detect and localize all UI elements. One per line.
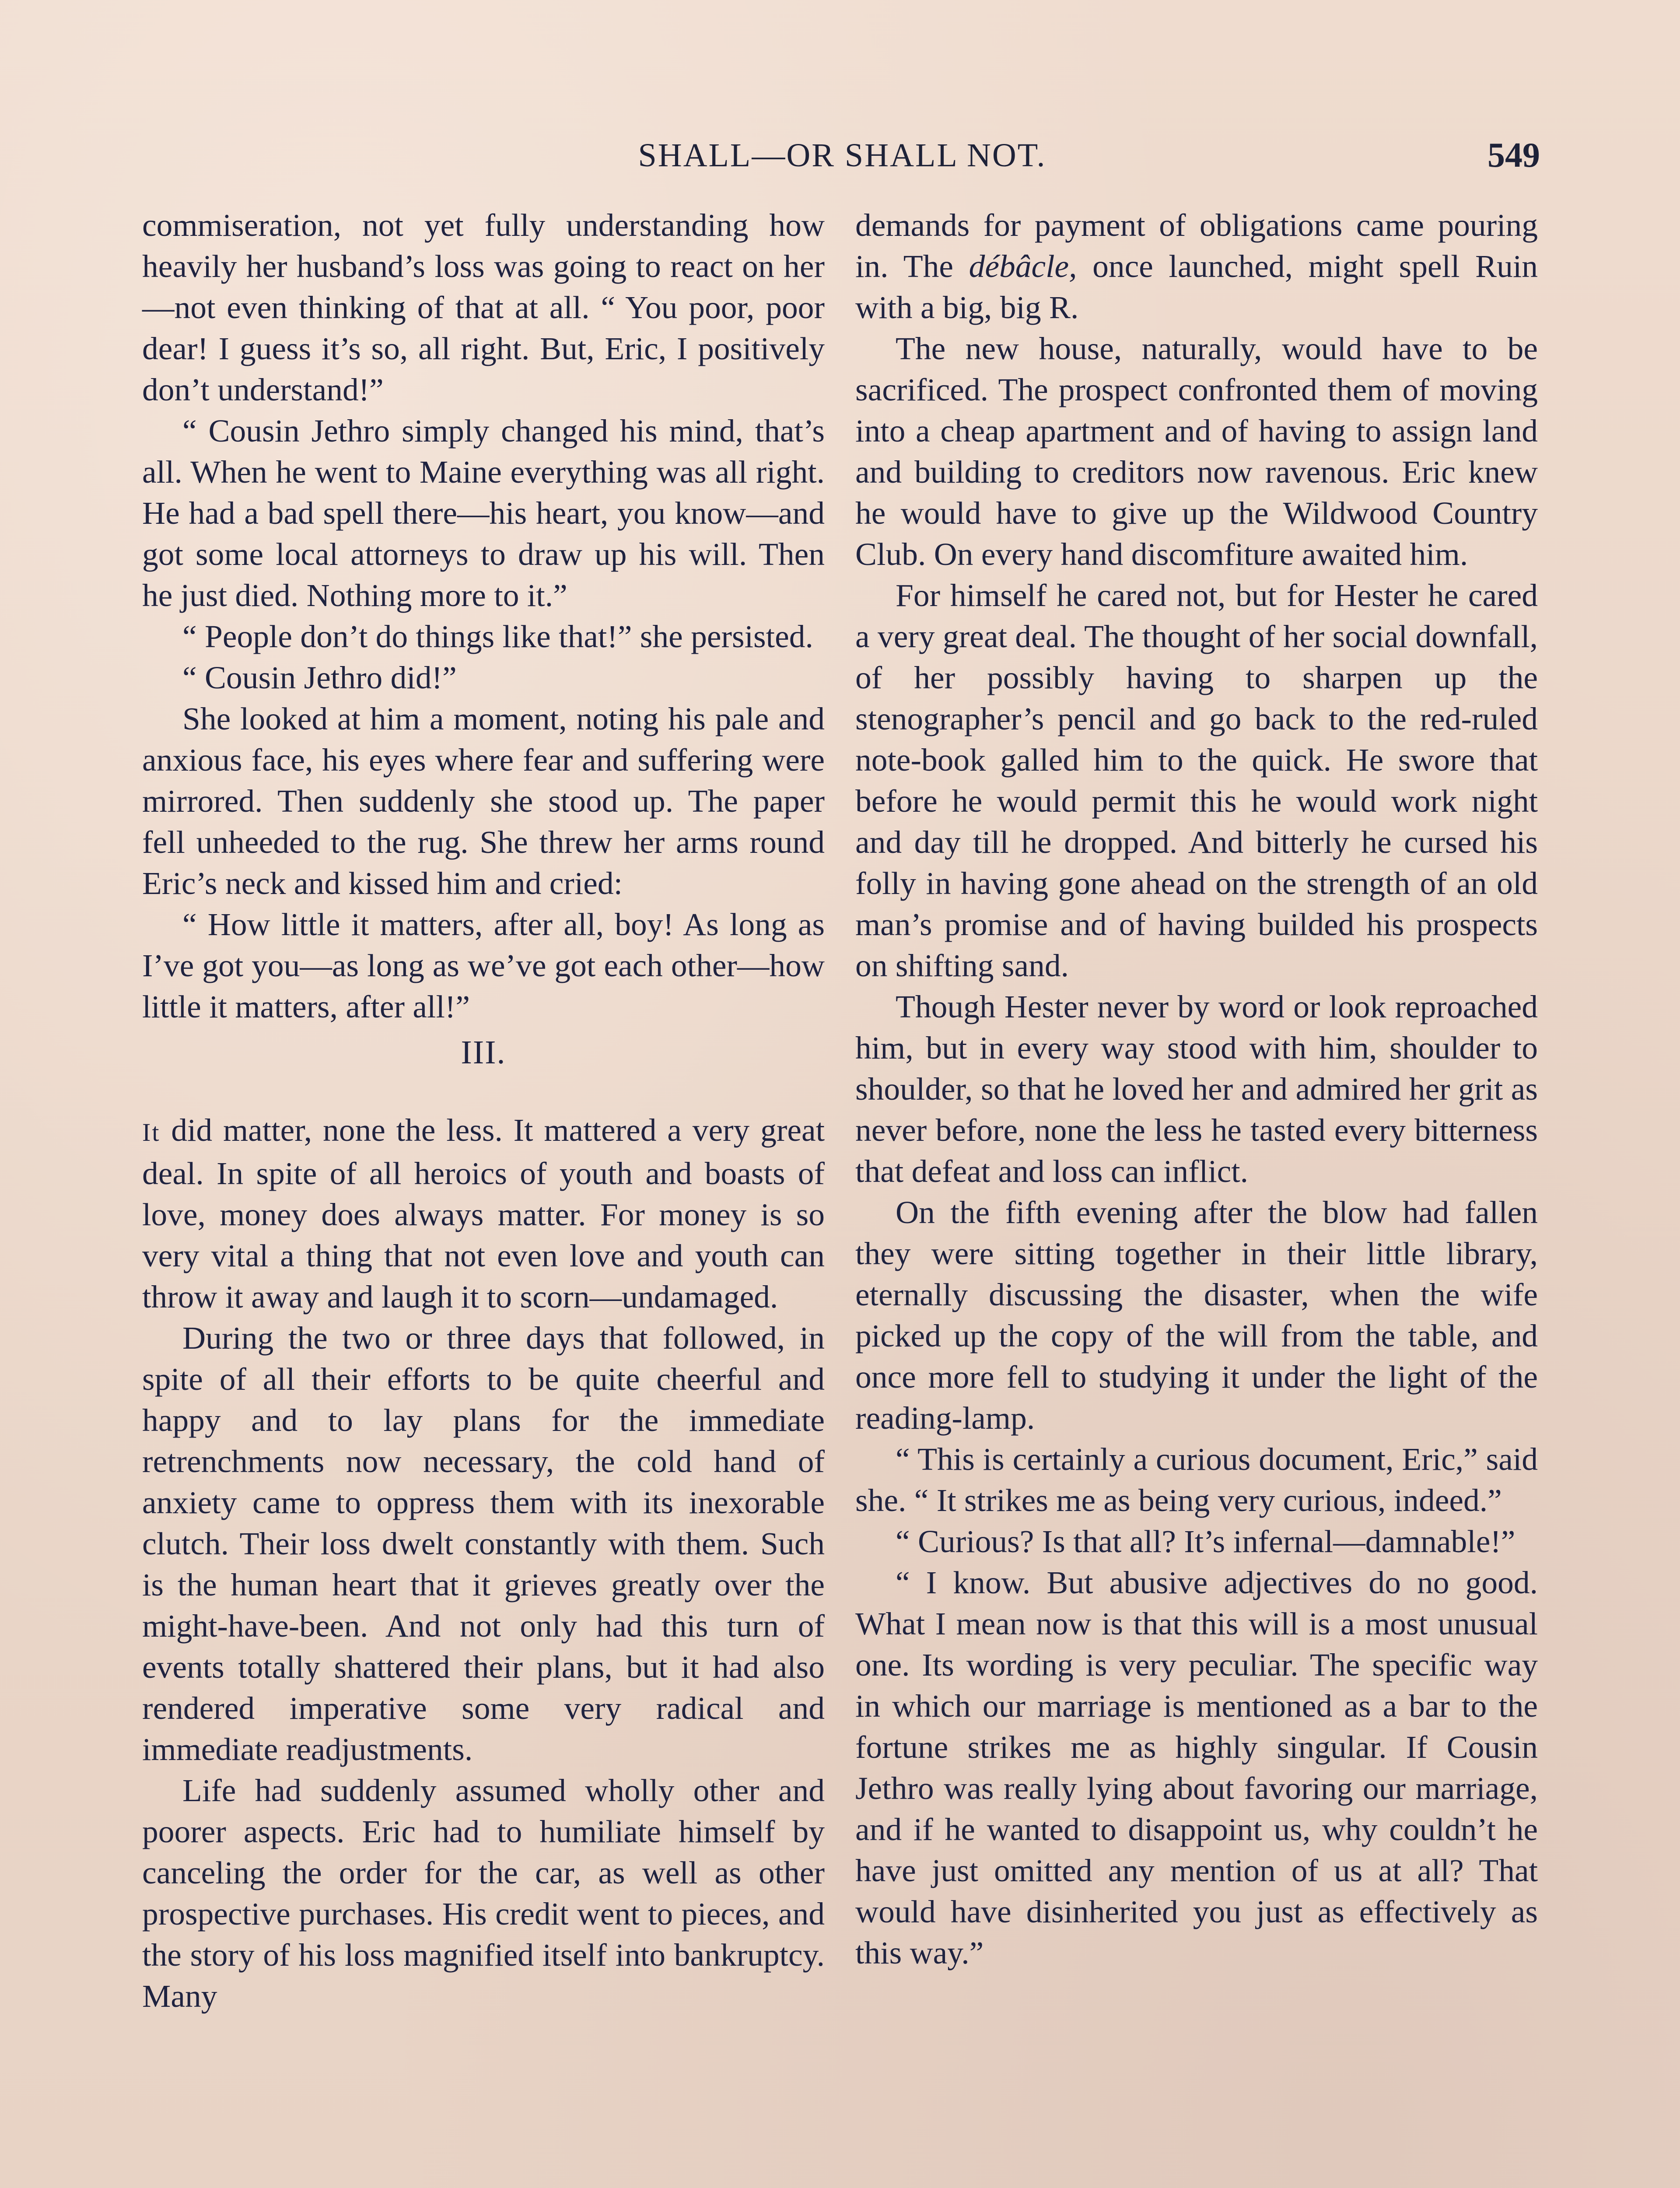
paragraph: “ How little it matters, after all, boy! As long as I’ve got you—as long as we’ve got each other—how little it matters, after all!”	[142, 907, 825, 1024]
paragraph: “ Cousin Jethro simply changed his mind, that’s all. When he went to Maine everything was all right. He had a bad spell there—his heart, you know—and got some local attorneys to draw up his will. Then he just died. Nothing more to it.”	[142, 413, 825, 613]
paragraph: “ Curious? Is that all? It’s infernal—damnable!”	[896, 1524, 1516, 1559]
paragraph: On the fifth evening after the blow had fallen they were sitting together in their little library, eternally discussing the disaster, when the wife picked up the copy of the will from the table, and once more fell to studying it under the light of the reading-lamp.	[855, 1195, 1538, 1436]
section-heading: III.	[461, 1034, 506, 1071]
left-column	[142, 205, 825, 2017]
paragraph: commiseration, not yet fully understanding how heavily her husband’s loss was going to react on her—not even thinking of that at all. “ You poor, poor dear! I guess it’s so, all right. But, Eric, I positively don’t understand!”	[142, 207, 825, 407]
paragraph: During the two or three days that followed, in spite of all their efforts to be quite cheerful and happy and to lay plans for the immediate retrenchments now necessary, the cold hand of anxiety came to oppress them with its inexorable clutch. Their loss dwelt constantly with them. Such is the human heart that it grieves greatly over the might-have-been. And not only had this turn of events totally shattered their plans, but it had also rendered imperative some very radical and immediate readjustments.	[142, 1320, 825, 1767]
paragraph: For himself he cared not, but for Hester he cared a very great deal. The thought of her social downfall, of her possibly having to sharpen up the stenographer’s pencil and go back to the red-ruled note-book galled him to the quick. He swore that before he would permit this he would work night and day till he dropped. And bitterly he cursed his folly in having gone ahead on the strength of an old man’s promise and of having builded his prospects on shifting sand.	[855, 578, 1538, 983]
running-title: SHALL—OR SHALL NOT.	[638, 137, 1046, 174]
page-number: 549	[1488, 136, 1540, 175]
continued-paragraph	[855, 205, 1538, 328]
section-opening-paragraph	[142, 1110, 825, 1318]
paragraph: “ This is certainly a curious document, Eric,” said she. “ It strikes me as being very curious, indeed.”	[855, 1441, 1538, 1518]
paragraph-text: once launched, might spell Ruin with a big, big R.	[855, 249, 1538, 325]
running-head	[144, 131, 1540, 179]
paragraph: She looked at him a moment, noting his pale and anxious face, his eyes where fear and suffering were mirrored. Then suddenly she stood up. The paper fell unheeded to the rug. She threw her arms round Eric’s neck and kissed him and cried:	[142, 701, 825, 901]
right-column	[855, 205, 1538, 1974]
paragraph: The new house, naturally, would have to be sacrificed. The prospect confronted them of moving into a cheap apartment and of having to assign land and building to creditors now ravenous. Eric knew he would have to give up the Wildwood Country Club. On every hand discomfiture awaited him.	[855, 331, 1538, 572]
paragraph-text: did matter, none the less. It mattered a very great deal. In spite of all heroics of youth and boasts of love, money does always matter. For money is so very vital a thing that not even love and youth can throw it away and laugh it to scorn—undamaged.	[142, 1112, 825, 1315]
drop-word: It	[142, 1118, 161, 1147]
italic-word: débâcle,	[969, 249, 1077, 284]
paragraph: Though Hester never by word or look reproached him, but in every way stood with him, shoulder to shoulder, so that he loved her and admired her grit as never before, none the less he tasted every bitterness that defeat and loss can inflict.	[855, 989, 1538, 1189]
paragraph: “ Cousin Jethro did!”	[182, 660, 457, 695]
paragraph-text: demands for payment of obligations came pouring in. The	[855, 207, 1538, 284]
paragraph: “ I know. But abusive adjectives do no good. What I mean now is that this will is a most unusual one. Its wording is very peculiar. The specific way in which our marriage is mentioned as a bar to the fortune strikes me as highly singular. If Cousin Jethro was really lying about favoring our marriage, and if he wanted to disappoint us, why couldn’t he have just omitted any mention of us at all? That would have disinherited you just as effectively as this way.”	[855, 1565, 1538, 1971]
paragraph: Life had suddenly assumed wholly other and poorer aspects. Eric had to humiliate himself by canceling the order for the car, as well as other prospective purchases. His credit went to pieces, and the story of his loss magnified itself into bankruptcy. Many	[142, 1773, 825, 2014]
paragraph: “ People don’t do things like that!” she persisted.	[182, 619, 813, 654]
